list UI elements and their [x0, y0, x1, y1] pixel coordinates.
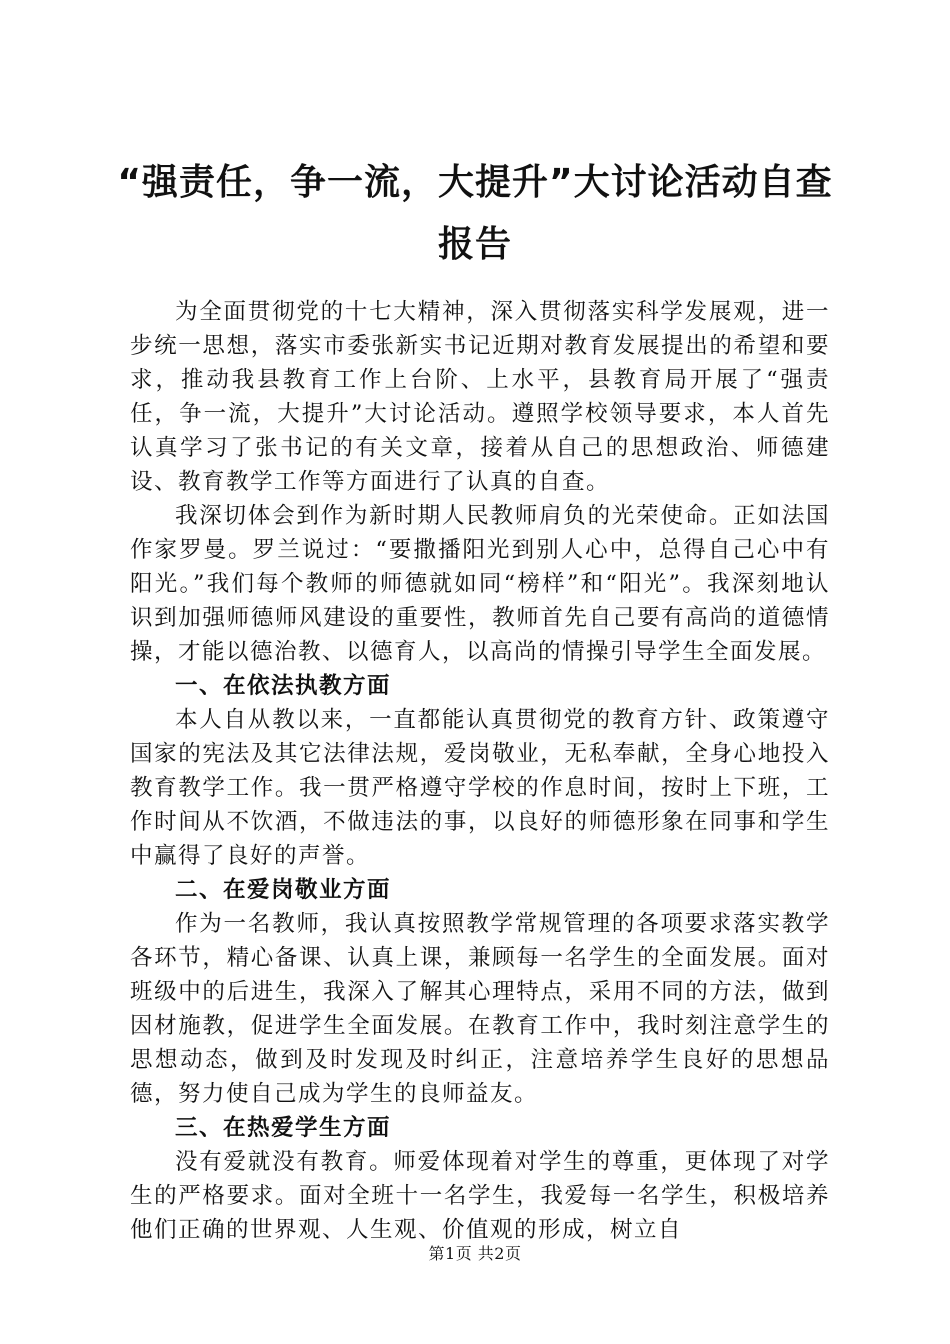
document-title: “强责任，争一流，大提升”大讨论活动自查报告	[117, 162, 833, 265]
paragraph: 本人自从教以来，一直都能认真贯彻党的教育方针、政策遵守国家的宪法及其它法律法规，爱岗敬业，无私奉献，全身心地投入教育教学工作。我一贯严格遵守学校的作息时间，按时上下班，工作时间从不饮酒，不做违法的事，以良好的师德形象在同事和学生中赢得了良好的声誉。	[130, 707, 830, 869]
page-number: 第1页 共2页	[428, 1244, 522, 1263]
paragraph: 为全面贯彻党的十七大精神，深入贯彻落实科学发展观，进一步统一思想，落实市委张新实书记近期对教育发展提出的希望和要求，推动我县教育工作上台阶、上水平，县教育局开展了“强责任，争一流，大提升”大讨论活动。遵照学校领导要求，本人首先认真学习了张书记的有关文章，接着从自己的思想政治、师德建设、教育教学工作等方面进行了认真的自查。	[130, 299, 830, 495]
paragraph: 我深切体会到作为新时期人民教师肩负的光荣使命。正如法国作家罗曼。罗兰说过：“要撒播阳光到别人心中，总得自己心中有阳光。”我们每个教师的师德就如同“榜样”和“阳光”。我深刻地认识到加强师德师风建设的重要性，教师首先自己要有高尚的道德情操，才能以德治教、以德育人，以高尚的情操引导学生全面发展。	[130, 503, 830, 665]
section-heading: 三、在热爱学生方面	[175, 1115, 392, 1141]
paragraph: 没有爱就没有教育。师爱体现着对学生的尊重，更体现了对学生的严格要求。面对全班十一名学生，我爱每一名学生，积极培养他们正确的世界观、人生观、价值观的形成，树立自	[130, 1149, 830, 1243]
document-body	[130, 295, 830, 1247]
section-heading: 二、在爱岗敬业方面	[175, 877, 392, 903]
section-heading: 一、在依法执教方面	[175, 673, 392, 699]
paragraph: 作为一名教师，我认真按照教学常规管理的各项要求落实教学各环节，精心备课、认真上课，兼顾每一名学生的全面发展。面对班级中的后进生，我深入了解其心理特点，采用不同的方法，做到因材施教，促进学生全面发展。在教育工作中，我时刻注意学生的思想动态，做到及时发现及时纠正，注意培养学生良好的思想品德，努力使自己成为学生的良师益友。	[130, 911, 830, 1107]
